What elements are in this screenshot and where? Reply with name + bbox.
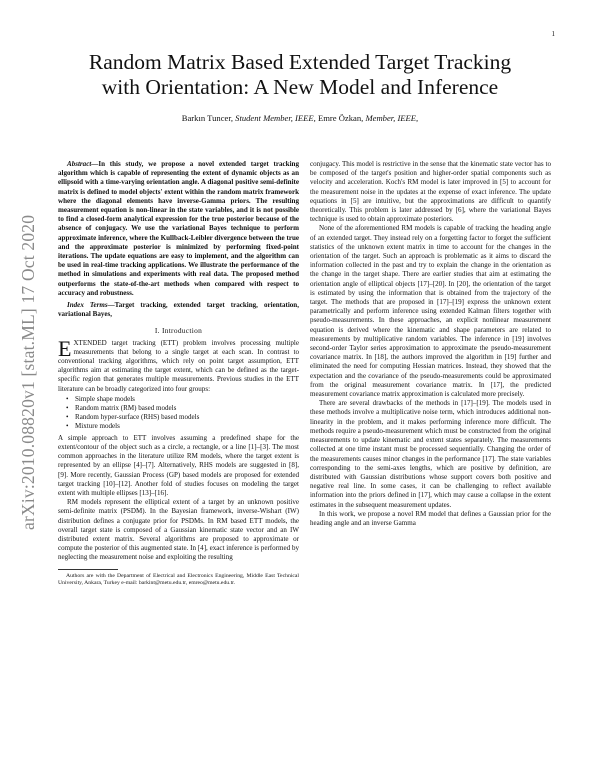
list-item: • Random hyper-surface (RHS) based models bbox=[75, 413, 299, 422]
authors bbox=[40, 113, 560, 123]
list-item: • Mixture models bbox=[75, 422, 299, 431]
title-block bbox=[40, 50, 560, 123]
title-line-2: with Orientation: A New Model and Inference bbox=[101, 75, 499, 99]
intro-paragraph-3: RM models represent the elliptical extent of a target by an unknown positive semi-definite matrix (PSDM). In the Bayesian framework, inverse-Wishart (IW) distribution defines a conjugate prior for PSDMs. In RM based ETT models, the overall target state is composed of a Gaussian kinematic state vector and an IW distributed extent matrix. Several algorithms are proposed to approximate or compute the posterior of this augmented state. In [4], exact inference is performed by neglecting the measurement noise and exploiting the resulting bbox=[58, 498, 299, 562]
intro-paragraph-1-text: XTENDED target tracking (ETT) problem involves processing multiple measurements that belong to a single target at each scan. In contrast to conventional tracking algorithms, which rely on point target assumption, ETT algorithms aim at estimating the target extent, which can be defined as the target-specific region that generates multiple measurements. Previous studies in the ETT literature can be broadly categorized into four groups: bbox=[58, 338, 299, 393]
author-footnote: Authors are with the Department of Electrical and Electronics Engineering, Middle East Technical University, Ankara, Turkey e-mail: barkint@metu.edu.tr, emreo@metu.edu.tr. bbox=[58, 572, 299, 586]
footnote-rule bbox=[58, 569, 118, 570]
page-number: 1 bbox=[551, 30, 555, 38]
intro-paragraph-2: A simple approach to ETT involves assuming a predefined shape for the extent/contour of the object such as a circle, a rectangle, or a line [1]–[3]. The most common approaches in the literature utilize RM models, where the target extent is represented by an ellipse [4]–[7]. Alternatively, RHS models are suggested in [8], [9]. More recently, Gaussian Process (GP) based models are proposed for extended target tracking [10]–[12]. Another fold of studies focuses on modeling the target extent with multiple ellipses [13]–[16]. bbox=[58, 433, 299, 497]
right-paragraph-2: None of the aforementioned RM models is capable of tracking the heading angle of an extended target. They instead rely on a forgetting factor to forget the sufficient statistics of the unknown extent matrix in time to account for the changes in the orientation of the target. Such an approach is problematic as it aims to discard the information collected in the past and try to explain the change in the orientation as the change in the target shape. There are earlier studies that aim at estimating the orientation angle of elliptical objects [17]–[20]. In [20], the orientation of the target is estimated by using the information that is obtained from the trajectory of the target. The methods that are proposed in [17]–[19] express the unknown extent parametrically and perform inference using extended Kalman filters together with pseudo-measurements. In these approaches, an explicit nonlinear measurement equation is derived where the kinematic and shape parameters are related to measurements by multiplicative random variables. The inference in [19] involves second-order Taylor series approximation to approximate the pseudo-measurement covariance matrix. In [18], the authors improved the algorithm in [19] further and eliminated the need for computing Hessian matrices. Instead, they showed that the expectation and the covariance of the pseudo-measurements could be approximated from the original measurement covariance matrix. In [17], the predicted measurement covariance matrix approximation is calculated more precisely. bbox=[310, 224, 551, 399]
section-heading-introduction: I. Introduction bbox=[154, 326, 203, 336]
abstract bbox=[58, 160, 299, 298]
right-column bbox=[310, 160, 551, 528]
right-paragraph-3: There are several drawbacks of the methods in [17]–[19]. The models used in these methods involve a multiplicative noise term, which introduces additional non-linearity in the problem, and it makes performing inference more difficult. The methods require a pseudo-measurement which must be constructed from the original measurements to update kinematic and extent states separately. The measurements collected at one time instant must be processed sequentially. Changing the order of the measurements causes minor changes in the performance [17]. The state variables corresponding to the semi-axes lengths, which are positive by definition, are distributed with Gaussian distributions whose support covers both positive and negative real line. In some cases, it can be challenging to reflect available information into the priors defined in [17], which may cause a collapse in the extent estimates in the subsequent measurement updates. bbox=[310, 399, 551, 509]
author-2-name: Emre Özkan, bbox=[317, 113, 364, 123]
index-terms-text: —Target tracking, extended target tracking, orientation, variational Bayes, bbox=[58, 301, 299, 319]
intro-paragraph-1 bbox=[58, 335, 299, 394]
left-column bbox=[58, 160, 299, 587]
abstract-label: Abstract bbox=[67, 160, 92, 168]
abstract-text: —In this study, we propose a novel extended target tracking algorithm which is capable of representing the extent of dynamic objects as an ellipsoid with a time-varying orientation angle. A diagonal positive semi-definite matrix is defined to model objects' extent within the random matrix framework where the diagonal elements have inverse-Gamma priors. The resulting measurement equation is non-linear in the state variables, and it is not possible to find a closed-form analytical expression for the true posterior because of the absence of conjugacy. We use the variational Bayes technique to perform approximate inference, where the Kullback-Leibler divergence between the true and the approximate posterior is minimized by performing fixed-point iterations. The update equations are easy to implement, and the algorithm can be used in real-time tracking applications. We illustrate the performance of the method in simulations and experiments with real data. The proposed method outperforms the state-of-the-art methods when compared with respect to accuracy and robustness. bbox=[58, 160, 299, 297]
title-line-1: Random Matrix Based Extended Target Tracking bbox=[88, 50, 512, 74]
drop-cap: E bbox=[58, 335, 72, 361]
author-1-name: Barkın Tuncer, bbox=[181, 113, 233, 123]
index-terms bbox=[58, 301, 299, 319]
author-1-role: Student Member, IEEE, bbox=[235, 113, 316, 123]
author-2-role: Member, IEEE, bbox=[365, 113, 419, 123]
list-item: • Simple shape models bbox=[75, 395, 299, 404]
arxiv-stamp: arXiv:2010.08820v1 [stat.ML] 17 Oct 2020 bbox=[18, 214, 38, 530]
index-terms-label: Index Terms bbox=[67, 301, 108, 310]
right-paragraph-4: In this work, we propose a novel RM model that defines a Gaussian prior for the heading angle and an inverse Gamma bbox=[310, 509, 551, 527]
list-item: • Random matrix (RM) based models bbox=[75, 404, 299, 413]
paper-title bbox=[40, 50, 560, 100]
model-groups-list bbox=[58, 395, 299, 432]
right-paragraph-1: conjugacy. This model is restrictive in the sense that the kinematic state vector has to be composed of the target's position and higher-order spatial components such as velocity and acceleration. Koch's RM model is later improved in [5] to account for the measurement noise in the updates at the expense of exact inference. The update equations in [5] are intuitive, but the approximations are difficult to quantify theoretically. This problem is later addressed by [6], where the variational Bayes technique is used to obtain approximate posteriors. bbox=[310, 160, 551, 224]
